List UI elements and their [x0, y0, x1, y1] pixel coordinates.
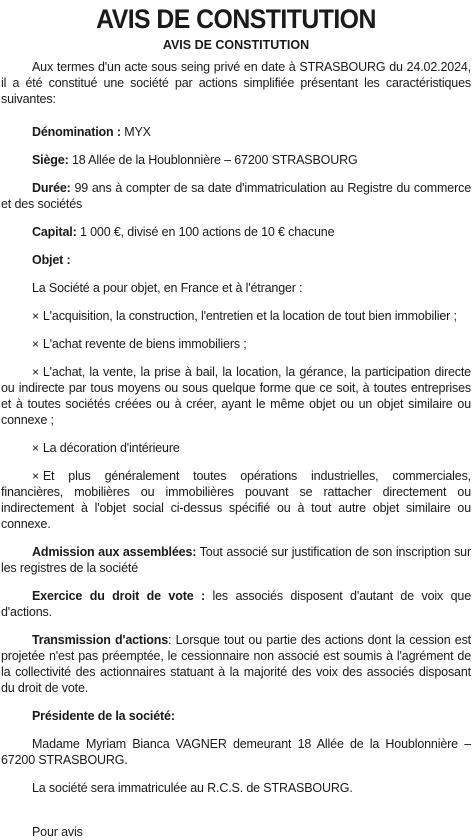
- admission-value: Tout associé sur justification de son inscription sur les registres de la société: [1, 545, 471, 575]
- objet-label: Objet :: [32, 253, 71, 267]
- vote-line: [1, 588, 471, 620]
- duree-paragraph: [1, 180, 471, 212]
- duree-label: Durée:: [32, 181, 71, 195]
- siege-line: [1, 152, 471, 168]
- objet-item: × L'achat, la vente, la prise à bail, la location, la gérance, la participation directe ou indirecte par tous moyens ou sous quelque forme que ce soit, à toutes entreprises et à toutes sociétés créées ou à créer, ayant le même objet ou un objet similaire ou connexe ;: [1, 364, 471, 428]
- capital-value: 1 000 €, divisé en 100 actions de 10 € chacune: [76, 225, 335, 239]
- capital-line: [1, 224, 471, 240]
- objet-intro: La Société a pour objet, en France et à l'étranger :: [32, 281, 303, 295]
- objet-item: × Et plus généralement toutes opérations industrielles, commerciales, financières, mobilières ou immobilières pouvant se rattacher directement ou indirectement à l'objet social ci-dessus spécifié ou à tout autre objet similaire ou connexe.: [1, 468, 471, 532]
- closing-line: Pour avis: [32, 825, 83, 839]
- transmission-value: : Lorsque tout ou partie des actions dont la cession est projetée n'est pas préemptée, le cessionnaire non associé est soumis à l'agrément de la collectivité des actionnaires statuant à la majorité des voix des associés disposant du droit de vote.: [1, 633, 471, 695]
- denomination-label: Dénomination :: [32, 125, 121, 139]
- transmission-paragraph: [1, 632, 471, 696]
- capital-label: Capital:: [32, 225, 77, 239]
- notice-title: AVIS DE CONSTITUTION: [96, 4, 376, 34]
- legal-notice-page: [0, 4, 473, 839]
- denomination-line: [1, 124, 471, 140]
- duree-value: 99 ans à compter de sa date d'immatriculation au Registre du commerce et des sociétés: [1, 181, 471, 211]
- admission-paragraph: [1, 544, 471, 576]
- objet-item: × L'acquisition, la construction, l'entretien et la location de tout bien immobilier ;: [1, 308, 471, 324]
- rcs-line: La société sera immatriculée au R.C.S. de STRASBOURG.: [32, 781, 353, 795]
- presidente-value: Madame Myriam Bianca VAGNER demeurant 18 Allée de la Houblonnière – 67200 STRASBOURG.: [1, 737, 471, 767]
- vote-label: Exercice du droit de vote :: [32, 589, 206, 603]
- transmission-label: Transmission d'actions: [32, 633, 169, 647]
- objet-item: × L'achat revente de biens immobiliers ;: [1, 336, 471, 352]
- presidente-label: Présidente de la société:: [32, 709, 175, 723]
- objet-item: × La décoration d'intérieure: [1, 440, 471, 456]
- notice-subtitle: AVIS DE CONSTITUTION: [162, 38, 310, 52]
- siege-value: 18 Allée de la Houblonnière – 67200 STRASBOURG: [68, 153, 358, 167]
- denomination-value: MYX: [120, 125, 151, 139]
- siege-label: Siège:: [32, 153, 69, 167]
- intro-paragraph: Aux termes d'un acte sous seing privé en date à STRASBOURG du 24.02.2024, il a été constitué une société par actions simplifiée présentant les caractéristiques suivantes:: [1, 60, 471, 106]
- vote-value: les associés disposent d'autant de voix que d'actions.: [1, 589, 471, 619]
- admission-label: Admission aux assemblées:: [32, 545, 197, 559]
